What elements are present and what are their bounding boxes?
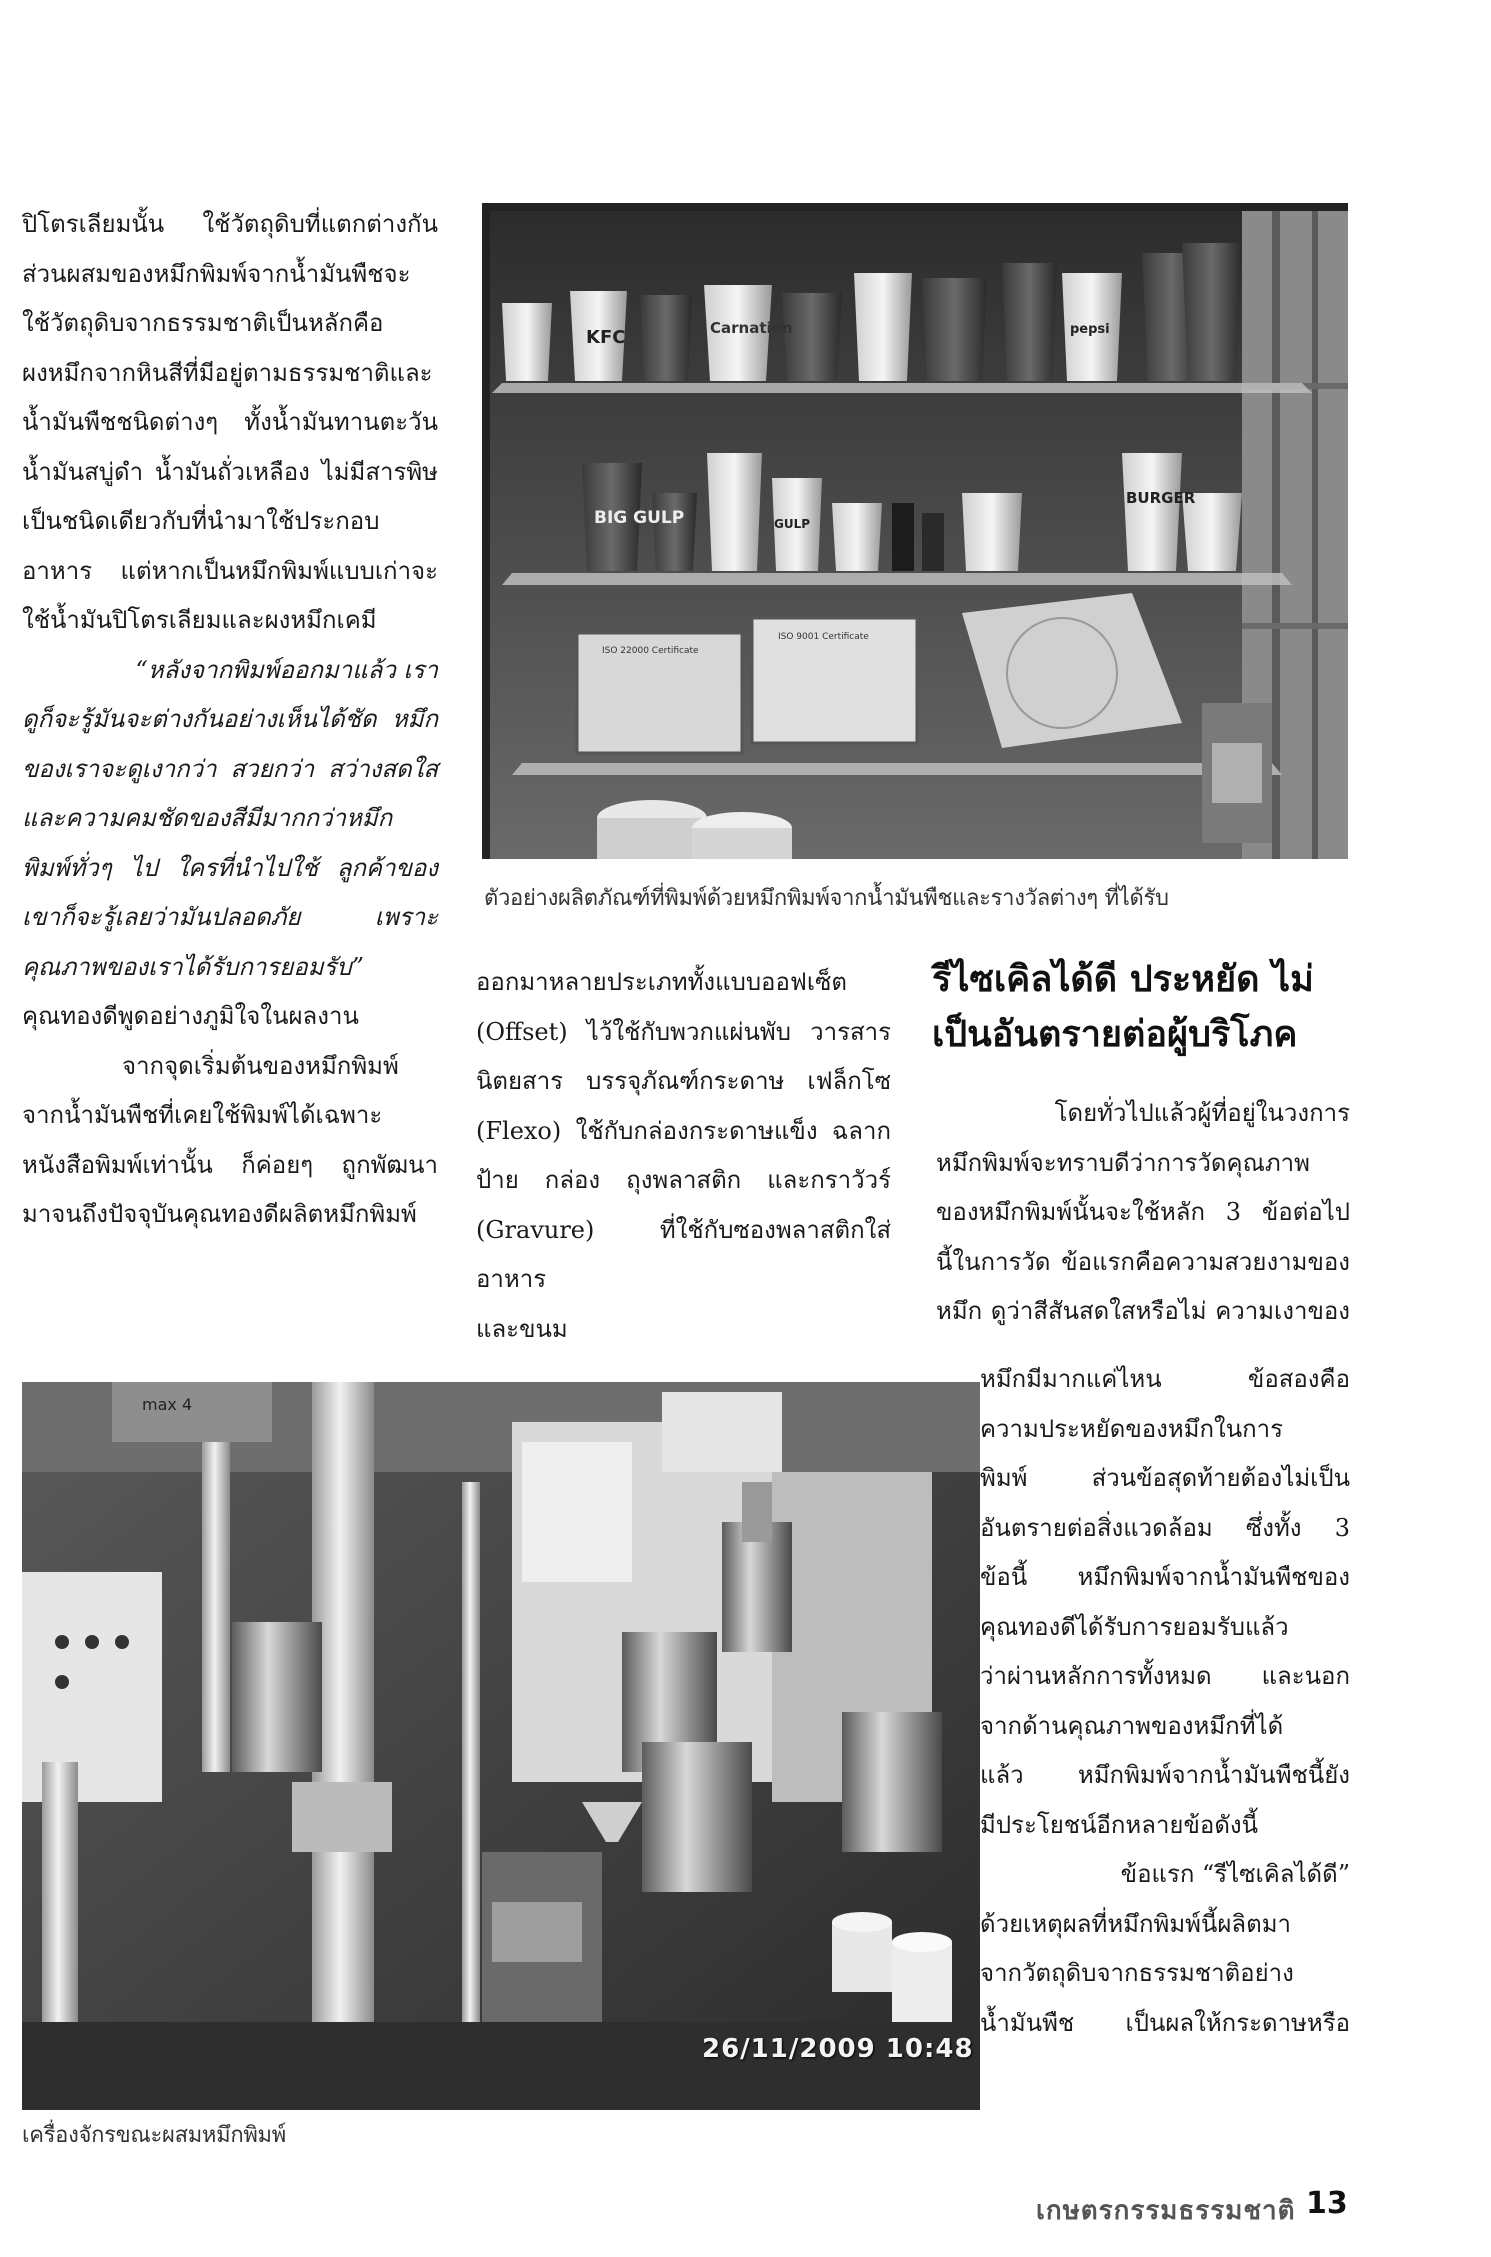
cup-label-burger: BURGER (1126, 489, 1196, 507)
text-line: แล้ว หมึกพิมพ์จากน้ำมันพืชนี้ยัง (980, 1761, 1350, 1789)
top-photo-caption: ตัวอย่างผลิตภัณฑ์ที่พิมพ์ด้วยหมึกพิมพ์จากน้ำมันพืชและรางวัลต่างๆ ที่ได้รับ (484, 886, 1169, 911)
magazine-name: เกษตรกรรมธรรมชาติ (1036, 2196, 1296, 2226)
cup-label-gulp: GULP (774, 517, 811, 531)
right-column-lower (980, 1355, 1350, 2048)
text-line: ปิโตรเลียมนั้น ใช้วัตถุดิบที่แตกต่างกัน (22, 210, 438, 238)
text-line: ของหมึกพิมพ์นั้นจะใช้หลัก 3 ข้อต่อไป (936, 1198, 1350, 1226)
text-line: จากจุดเริ่มต้นของหมึกพิมพ์ (122, 1051, 399, 1080)
wall-sign: max 4 (142, 1395, 193, 1414)
text-line: หมึกพิมพ์จะทราบดีว่าการวัดคุณภาพ (936, 1148, 1310, 1177)
text-line: คุณทองดีได้รับการยอมรับแล้ว (980, 1612, 1289, 1641)
text-line: อาหาร แต่หากเป็นหมึกพิมพ์แบบเก่าจะ (22, 556, 438, 585)
bottom-photo-caption: เครื่องจักรขณะผสมหมึกพิมพ์ (22, 2123, 286, 2148)
text-line: ว่าผ่านหลักการทั้งหมด และนอก (980, 1662, 1350, 1690)
text-line: เป็นชนิดเดียวกับที่นำมาใช้ประกอบ (22, 507, 380, 535)
heading-line-2: เป็นอันตรายต่อผู้บริโภค (932, 1014, 1298, 1055)
text-line: ส่วนผสมของหมึกพิมพ์จากน้ำมันพืชจะ (22, 259, 411, 288)
text-line: มีประโยชน์อีกหลายข้อดังนี้ (980, 1810, 1259, 1839)
middle-column (476, 958, 891, 1354)
section-heading (932, 952, 1314, 1062)
text-line: ผงหมึกจากหินสีที่มีอยู่ตามธรรมชาติและ (22, 358, 433, 387)
text-line: หมึกมีมากแค่ไหน ข้อสองคือ (980, 1365, 1350, 1393)
cup-label-pepsi: pepsi (1070, 322, 1110, 337)
text-line: ข้อแรก “รีไซเคิลได้ดี” (1120, 1860, 1350, 1888)
right-column-upper (936, 1089, 1350, 1337)
left-column (22, 200, 438, 1240)
text-line: (Flexo) ใช้กับกล่องกระดาษแข็ง ฉลาก (476, 1116, 891, 1145)
text-line: ออกมาหลายประเภททั้งแบบออฟเซ็ต (476, 968, 847, 996)
photo-timestamp: 26/11/2009 10:48 (702, 2034, 974, 2064)
text-line: โดยทั่วไปแล้วผู้ที่อยู่ในวงการ (1054, 1099, 1350, 1127)
text-line: ความประหยัดของหมึกในการ (980, 1414, 1284, 1443)
text-line: (Offset) ไว้ใช้กับพวกแผ่นพับ วารสาร (476, 1017, 891, 1046)
text-line: นิตยสาร บรรจุภัณฑ์กระดาษ เฟล็กโซ (476, 1067, 891, 1095)
text-line: และขนม (476, 1314, 568, 1343)
text-line: พิมพ์ทั่วๆ ไป ใครที่นำไปใช้ ลูกค้าของ (22, 853, 438, 882)
text-line: คุณภาพของเราได้รับการยอมรับ” (22, 952, 364, 981)
text-line: ใช้วัตถุดิบจากธรรมชาติเป็นหลักคือ (22, 309, 384, 337)
text-line: พิมพ์ ส่วนข้อสุดท้ายต้องไม่เป็น (980, 1464, 1350, 1492)
display-cabinet-image (482, 203, 1348, 859)
text-line: คุณทองดีพูดอย่างภูมิใจในผลงาน (22, 1002, 359, 1030)
certificate-title-2: ISO 9001 Certificate (778, 632, 869, 642)
cup-label-kfc: KFC (586, 327, 626, 348)
certificate-title-1: ISO 22000 Certificate (602, 646, 699, 656)
text-line: จากวัตถุดิบจากธรรมชาติอย่าง (980, 1959, 1294, 1987)
text-line: นี้ในการวัด ข้อแรกคือความสวยงามของ (936, 1247, 1350, 1276)
display-cabinet-photo (482, 203, 1348, 859)
text-line: และความคมชัดของสีมีมากกว่าหมึก (22, 804, 393, 832)
text-line: น้ำมันพืชชนิดต่างๆ ทั้งน้ำมันทานตะวัน (22, 408, 438, 436)
text-line: น้ำมันพืช เป็นผลให้กระดาษหรือ (980, 2008, 1350, 2037)
text-line: มาจนถึงปัจจุบันคุณทองดีผลิตหมึกพิมพ์ (22, 1200, 417, 1228)
text-line: จากด้านคุณภาพของหมึกที่ได้ (980, 1711, 1284, 1740)
text-line: น้ำมันสบู่ดำ น้ำมันถั่วเหลือง ไม่มีสารพิษ (22, 457, 438, 486)
text-line: เขาก็จะรู้เลยว่ามันปลอดภัย เพราะ (22, 903, 438, 931)
machinery-image (22, 1382, 980, 2110)
text-line: ดูก็จะรู้มันจะต่างกันอย่างเห็นได้ชัด หมึก (22, 705, 438, 733)
text-line: หนังสือพิมพ์เท่านั้น ก็ค่อยๆ ถูกพัฒนา (22, 1150, 438, 1179)
text-line: อันตรายต่อสิ่งแวดล้อม ซึ่งทั้ง 3 (980, 1513, 1350, 1542)
page-number: 13 (1306, 2186, 1348, 2221)
cup-label-big-gulp: BIG GULP (594, 508, 685, 528)
text-line: (Gravure) ที่ใช้กับซองพลาสติกใส่อาหาร (476, 1215, 891, 1293)
text-line: ของเราจะดูเงากว่า สวยกว่า สว่างสดใส (22, 754, 438, 783)
machinery-photo (22, 1382, 980, 2110)
text-line: จากน้ำมันพืชที่เคยใช้พิมพ์ได้เฉพาะ (22, 1101, 383, 1129)
text-line: “หลังจากพิมพ์ออกมาแล้ว เรา (135, 655, 438, 684)
text-line: ข้อนี้ หมึกพิมพ์จากน้ำมันพืชของ (980, 1563, 1350, 1591)
cup-label-carnation: Carnation (710, 319, 793, 337)
text-line: ด้วยเหตุผลที่หมึกพิมพ์นี้ผลิตมา (980, 1909, 1292, 1938)
text-line: ใช้น้ำมันปิโตรเลียมและผงหมึกเคมี (22, 606, 377, 634)
text-line: หมึก ดูว่าสีสันสดใสหรือไม่ ความเงาของ (936, 1297, 1350, 1325)
heading-line-1: รีไซเคิลได้ดี ประหยัด ไม่ (932, 959, 1314, 1000)
text-line: ป้าย กล่อง ถุงพลาสติก และกราวัวร์ (476, 1166, 891, 1194)
